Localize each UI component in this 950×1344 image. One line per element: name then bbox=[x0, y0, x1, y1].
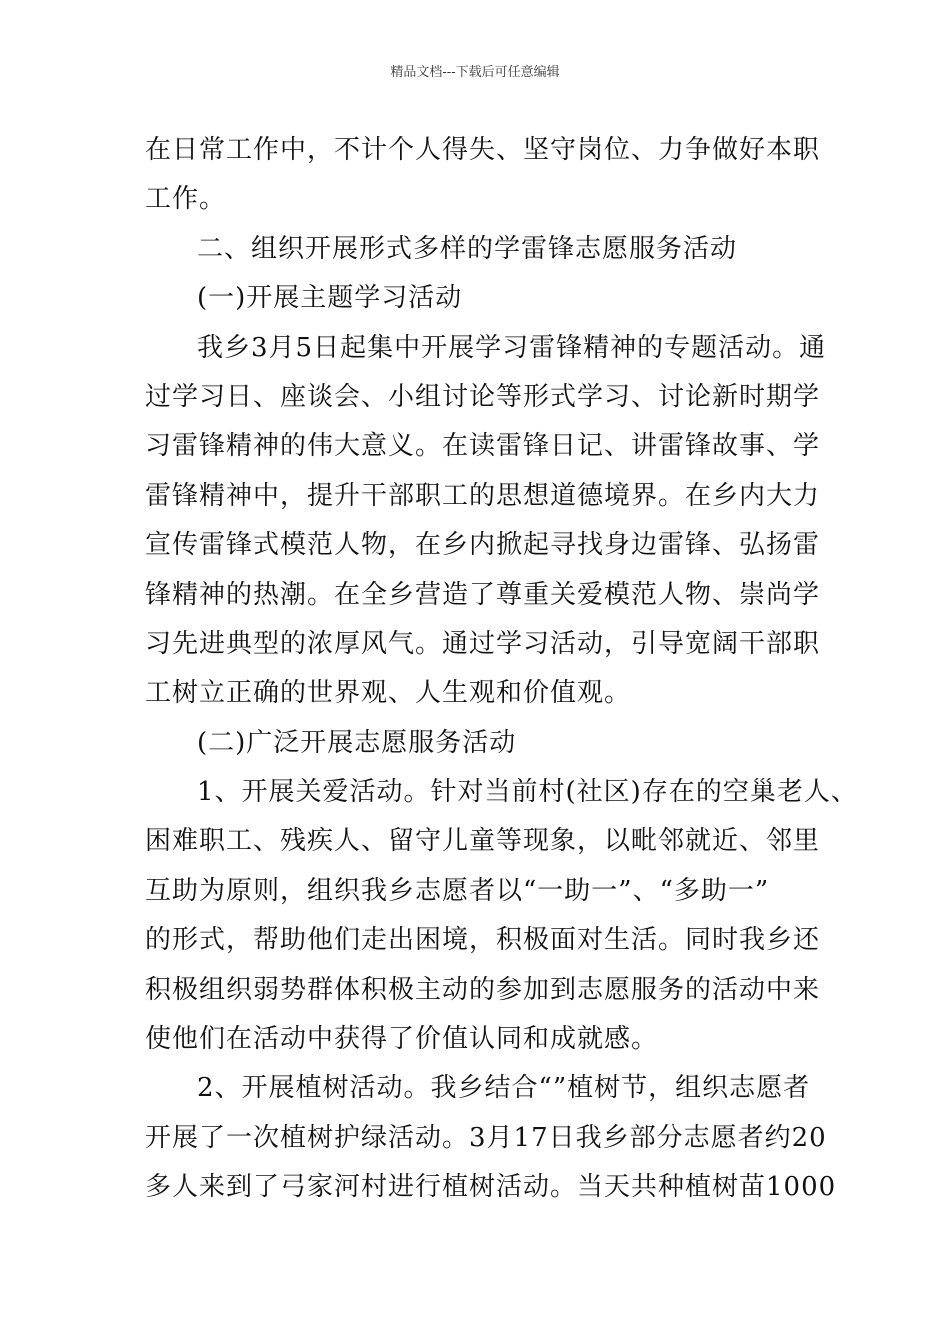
subsection-heading: (二)广泛开展志愿服务活动 bbox=[197, 727, 517, 758]
paragraph-start: 我乡3月5日起集中开展学习雷锋精神的专题活动。通 bbox=[197, 332, 827, 363]
text-line: 工作。 bbox=[145, 184, 227, 215]
text-line: 在日常工作中，不计个人得失、坚守岗位、力争做好本职 bbox=[145, 135, 821, 165]
text-line: 多人来到了弓家河村进行植树活动。当天共种植树苗1000 bbox=[145, 1172, 837, 1203]
text-line: 过学习日、座谈会、小组讨论等形式学习、讨论新时期学 bbox=[145, 381, 821, 412]
text-line: 锋精神的热潮。在全乡营造了尊重关爱模范人物、崇尚学 bbox=[145, 579, 821, 610]
text-line: 雷锋精神中，提升干部职工的思想道德境界。在乡内大力 bbox=[145, 480, 821, 511]
text-line: 习先进典型的浓厚风气。通过学习活动，引导宽阔干部职 bbox=[145, 628, 821, 659]
page-header: 精品文档---下载后可任意编辑 bbox=[390, 65, 560, 80]
paragraph-start: 2、开展植树活动。我乡结合“”植树节，组织志愿者 bbox=[197, 1073, 811, 1104]
text-line: 习雷锋精神的伟大意义。在读雷锋日记、讲雷锋故事、学 bbox=[145, 431, 821, 462]
text-line: 的形式，帮助他们走出困境，积极面对生活。同时我乡还 bbox=[145, 925, 821, 956]
text-line: 工树立正确的世界观、人生观和价值观。 bbox=[145, 678, 632, 709]
text-line: 开展了一次植树护绿活动。3月17日我乡部分志愿者约20 bbox=[145, 1122, 827, 1153]
section-heading: 二、组织开展形式多样的学雷锋志愿服务活动 bbox=[197, 233, 738, 264]
text-line: 互助为原则，组织我乡志愿者以“一助一”、“多助一” bbox=[145, 875, 770, 906]
paragraph-start: 1、开展关爱活动。针对当前村(社区)存在的空巢老人、 bbox=[197, 777, 858, 808]
text-line: 积极组织弱势群体积极主动的参加到志愿服务的活动中来 bbox=[145, 974, 821, 1005]
document-body bbox=[145, 126, 858, 1213]
text-line: 使他们在活动中获得了价值认同和成就感。 bbox=[145, 1024, 659, 1055]
text-line: 困难职工、残疾人、留守儿童等现象，以毗邻就近、邻里 bbox=[145, 826, 821, 857]
subsection-heading: (一)开展主题学习活动 bbox=[197, 283, 463, 314]
text-line: 宣传雷锋式模范人物，在乡内掀起寻找身边雷锋、弘扬雷 bbox=[145, 530, 821, 561]
